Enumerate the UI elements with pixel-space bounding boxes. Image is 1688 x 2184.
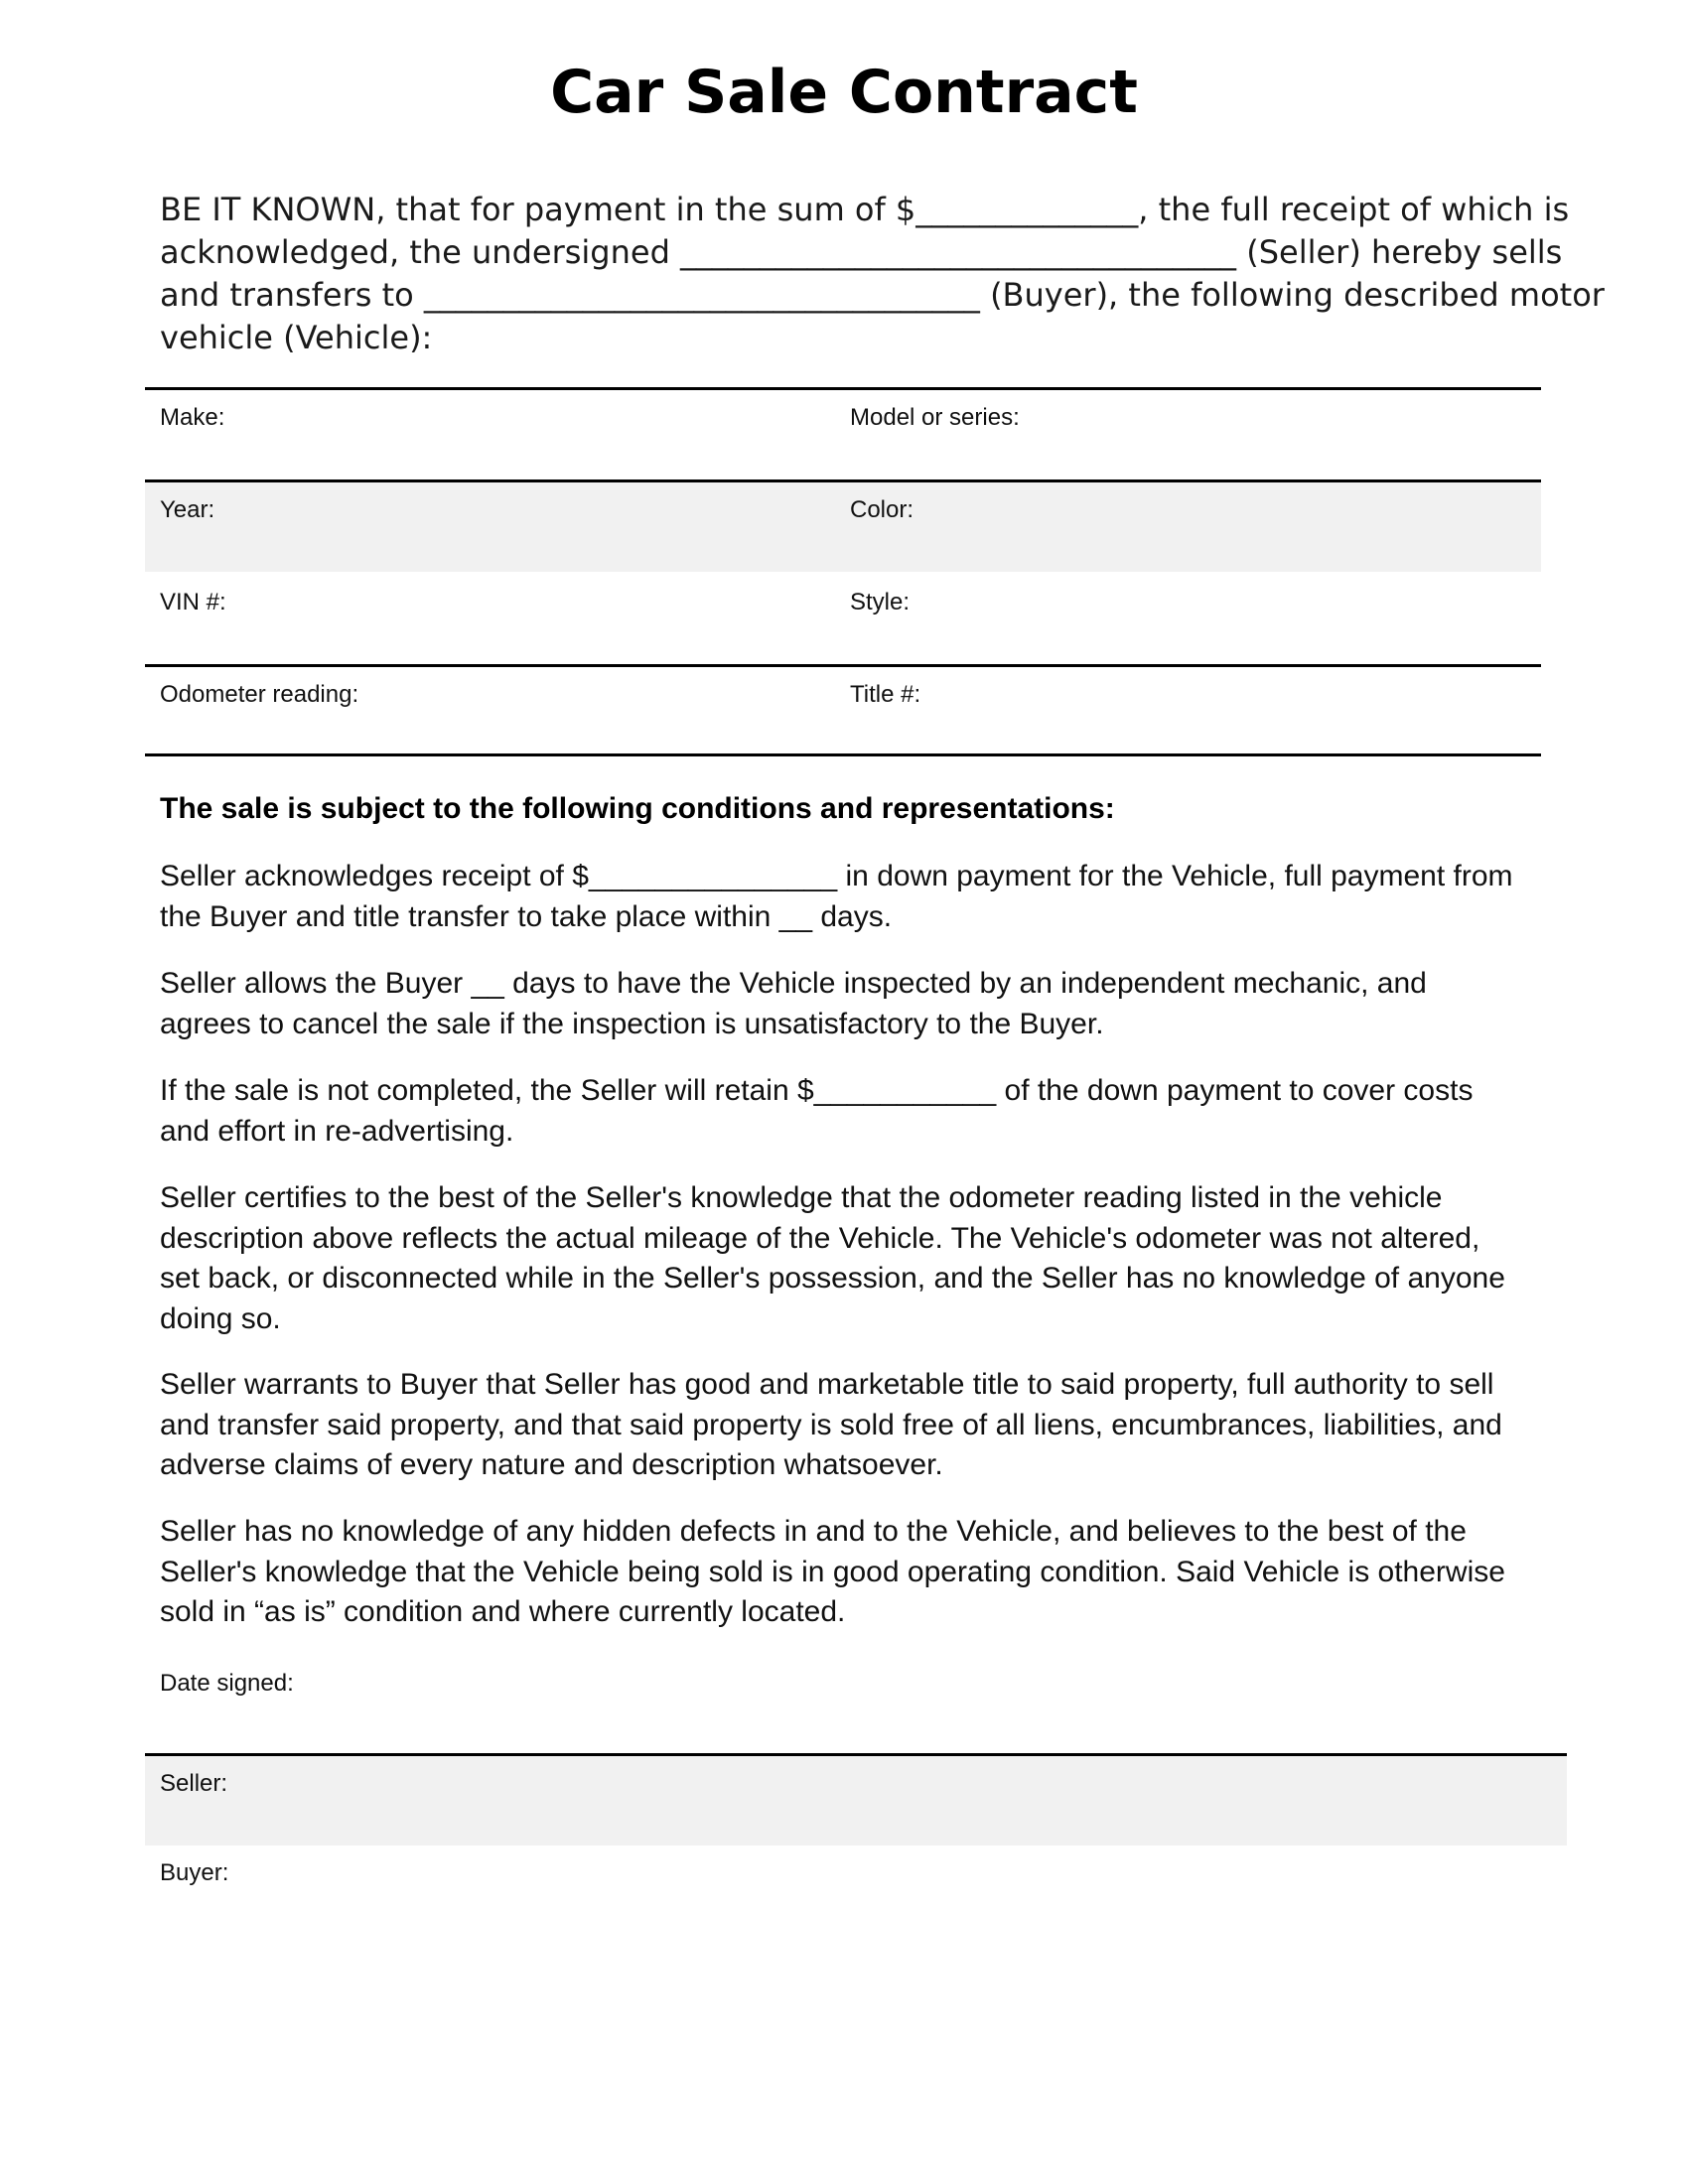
paragraph-line: Seller warrants to Buyer that Seller has good and marketable title to said property, full authority to sell bbox=[160, 1368, 1494, 1401]
paragraph-line: doing so. bbox=[160, 1301, 281, 1335]
year-field-label: Year: bbox=[160, 496, 215, 523]
intro-line: BE IT KNOWN, that for payment in the sum of $______________, the full receipt of which is bbox=[160, 191, 1570, 228]
paragraph-line: the Buyer and title transfer to take place within __ days. bbox=[160, 899, 893, 933]
seller-signature-row bbox=[145, 1753, 1567, 1845]
paragraph-line: Seller has no knowledge of any hidden defects in and to the Vehicle, and believes to the best of the bbox=[160, 1515, 1467, 1548]
style-field-label: Style: bbox=[850, 589, 911, 615]
condition-as-is bbox=[160, 1512, 1550, 1633]
paragraph-line: agrees to cancel the sale if the inspection is unsatisfactory to the Buyer. bbox=[160, 1007, 1104, 1040]
paragraph-line: description above reflects the actual mileage of the Vehicle. The Vehicle's odometer was not altered, bbox=[160, 1221, 1480, 1255]
intro-line: and transfers to ___________________________________ (Buyer), the following described motor bbox=[160, 276, 1605, 314]
odometer-field-label: Odometer reading: bbox=[160, 681, 359, 708]
intro-line: vehicle (Vehicle): bbox=[160, 319, 433, 356]
intro-paragraph bbox=[160, 189, 1605, 359]
seller-signature-label: Seller: bbox=[160, 1770, 228, 1797]
vehicle-row-make-model bbox=[145, 387, 1541, 479]
condition-down-payment bbox=[160, 857, 1550, 937]
vehicle-details-table bbox=[145, 387, 1541, 756]
model-field-label: Model or series: bbox=[850, 404, 1020, 431]
vehicle-row-year-color bbox=[145, 479, 1541, 572]
signature-table bbox=[145, 1753, 1567, 1938]
paragraph-line: and effort in re-advertising. bbox=[160, 1114, 514, 1148]
title-number-field-label: Title #: bbox=[850, 681, 921, 708]
paragraph-line: Seller's knowledge that the Vehicle being sold is in good operating condition. Said Vehicle is otherwise bbox=[160, 1555, 1505, 1588]
paragraph-line: If the sale is not completed, the Seller will retain $___________ of the down payment to cover costs bbox=[160, 1074, 1474, 1107]
date-signed-label: Date signed: bbox=[160, 1670, 294, 1697]
buyer-signature-label: Buyer: bbox=[160, 1859, 229, 1886]
vin-field-label: VIN #: bbox=[160, 589, 226, 615]
condition-title-warranty bbox=[160, 1365, 1550, 1486]
vehicle-row-vin-style bbox=[145, 572, 1541, 664]
buyer-signature-row bbox=[145, 1845, 1567, 1938]
vehicle-row-odometer-title bbox=[145, 664, 1541, 756]
page-title: Car Sale Contract bbox=[550, 58, 1138, 127]
paragraph-line: Seller allows the Buyer __ days to have the Vehicle inspected by an independent mechanic, and bbox=[160, 967, 1427, 1000]
make-field-label: Make: bbox=[160, 404, 225, 431]
color-field-label: Color: bbox=[850, 496, 914, 523]
paragraph-line: Seller certifies to the best of the Seller's knowledge that the odometer reading listed in the vehicle bbox=[160, 1181, 1443, 1214]
condition-odometer-certification bbox=[160, 1178, 1550, 1339]
condition-inspection bbox=[160, 964, 1550, 1044]
condition-retain-deposit bbox=[160, 1071, 1550, 1152]
conditions-heading: The sale is subject to the following conditions and representations: bbox=[160, 792, 1115, 825]
paragraph-line: sold in “as is” condition and where currently located. bbox=[160, 1595, 846, 1628]
paragraph-line: and transfer said property, and that said property is sold free of all liens, encumbrances, liabilities, and bbox=[160, 1408, 1502, 1441]
paragraph-line: adverse claims of every nature and description whatsoever. bbox=[160, 1448, 943, 1481]
intro-line: acknowledged, the undersigned ___________________________________ (Seller) hereby sells bbox=[160, 233, 1563, 271]
paragraph-line: set back, or disconnected while in the Seller's possession, and the Seller has no knowledge of anyone bbox=[160, 1262, 1505, 1295]
paragraph-line: Seller acknowledges receipt of $_______________ in down payment for the Vehicle, full payment from bbox=[160, 860, 1513, 892]
